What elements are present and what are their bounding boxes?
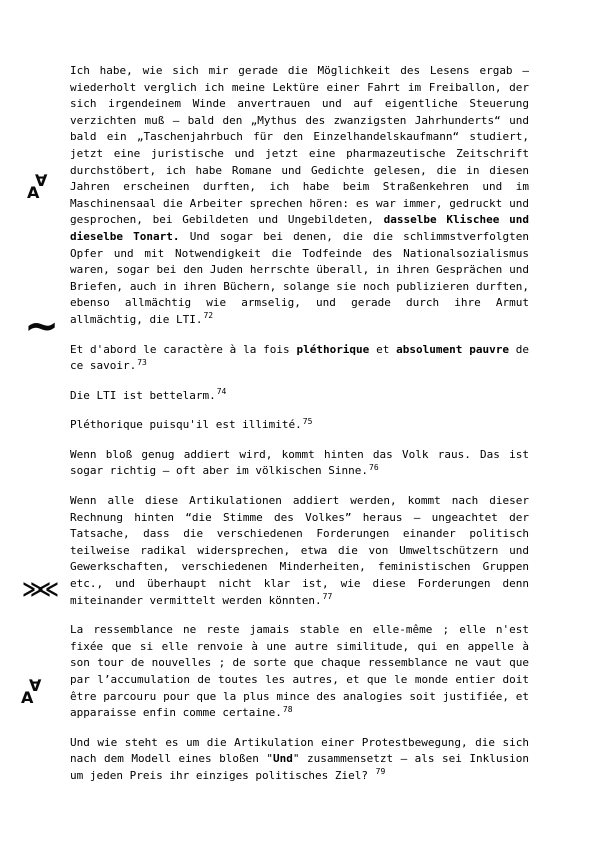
paragraph [70,63,529,330]
paragraph [70,417,529,435]
body-text: Die LTI ist bettelarm. [70,388,216,402]
forall-glyph: ∀ [29,676,42,695]
a-glyph: A [27,183,40,202]
a-glyph: A [21,688,34,707]
footnote-ref: 73 [137,357,147,367]
footnote-ref: 79 [375,767,386,777]
paragraph [70,447,529,481]
footnote-ref: 76 [369,462,379,472]
body-text: Wenn alle diese Artikulationen addiert werden, kommt nach dieser Rechnung hinten “die Stimme des Volkes” heraus – ungeachtet der Tatsache, dass die verschiedenen Forderungen einander politisch teilweise radikal widersprechen, etwa die von Umweltschützern und Gewerkschaften, verschiedenen Minderheiten, feministischen Gruppen etc., und überhaupt nicht klar ist, wie diese Forderungen denn miteinander vermittelt werden könnten. [70,494,529,607]
body-text: La ressemblance ne reste jamais stable en elle-même ; elle n'est fixée que si elle renvoie à une autre similitude, qui en appelle à son tour de nouvelles ; de sorte que chaque ressemblance ne vaut que par l’accumulation de toutes les autres, et que le monde entier doit être parcouru pour que la plus mince des analogies soit justifiée, et apparaisse enfin comme certaine. [70,623,529,720]
bold-text: Und [273,752,293,766]
body-text: Ich habe, wie sich mir gerade die Möglichkeit des Lesens ergab – wiederholt verglich ich meine Lektüre einer Fahrt im Freiballon, der sich irgendeinem Winde anvertrauen und auf eigentliche Steuerung verzichten muß – bald den „Mythus des zwanzigsten Jahrhunderts“ und bald ein „Taschenjahrbuch für den Einzelhandelskaufmann“ studiert, jetzt eine juristische und jetzt eine pharmazeutische Zeitschrift durchstöbert, ich habe Romane und Gedichte gelesen, die in diesen Jahren erscheinen durften, ich habe beim Straßenkehren und im Maschinensaal die Arbeiter sprechen hören: es war immer, gedruckt und gesprochen, bei Gebildeten und Ungebildeten, [70,64,529,227]
footnote-ref: 74 [216,387,227,397]
footnote-ref: 75 [302,416,313,426]
body-text: Und sogar bei denen, die die schlimmstverfolgten Opfer und mit Notwendigkeit die Todfeinde des Nationalsozialismus waren, sogar bei den Juden herrschte überall, in ihren Gesprächen und Briefen, auch in ihren Büchern, solange sie noch publizieren durften, ebenso allmächtig wie armselig, und gerade durch ihre Armut allmächtig, die LTI. [70,229,529,326]
paragraph [70,493,529,610]
body-text: et [369,342,397,356]
tilde-margin-mark: ~ [24,301,60,350]
a-forall-margin-mark [27,171,49,204]
body-text: " zusammensetzt – als sei Inklusion um jeden Preis ihr einziges politisches Ziel? [70,752,529,782]
paragraph [70,388,529,406]
bold-text: dasselbe Klischee und dieselbe Tonart. [70,213,530,243]
paragraph [70,622,529,723]
chevron-x-margin-mark: ≫≪ [22,577,53,601]
a-forall-margin-mark [21,676,43,709]
forall-glyph: ∀ [35,171,48,190]
body-text: de ce savoir. [70,342,529,373]
text-column [70,63,529,798]
footnote-ref: 78 [282,704,293,714]
body-text: Wenn bloß genug addiert wird, kommt hinten das Volk raus. Das ist sogar richtig – oft aber im völkischen Sinne. [70,447,529,478]
body-text: Pléthorique puisqu'il est illimité. [70,418,302,432]
body-text: Et d'abord le caractère à la fois [70,342,297,356]
footnote-ref: 72 [203,311,214,321]
footnote-ref: 77 [322,592,333,602]
bold-text: absolument pauvre [396,342,509,356]
paragraph [70,342,529,376]
paragraph [70,735,529,786]
bold-text: pléthorique [296,342,370,356]
body-text: Und wie steht es um die Artikulation einer Protestbewegung, die sich nach dem Modell eines bloßen " [70,735,529,766]
